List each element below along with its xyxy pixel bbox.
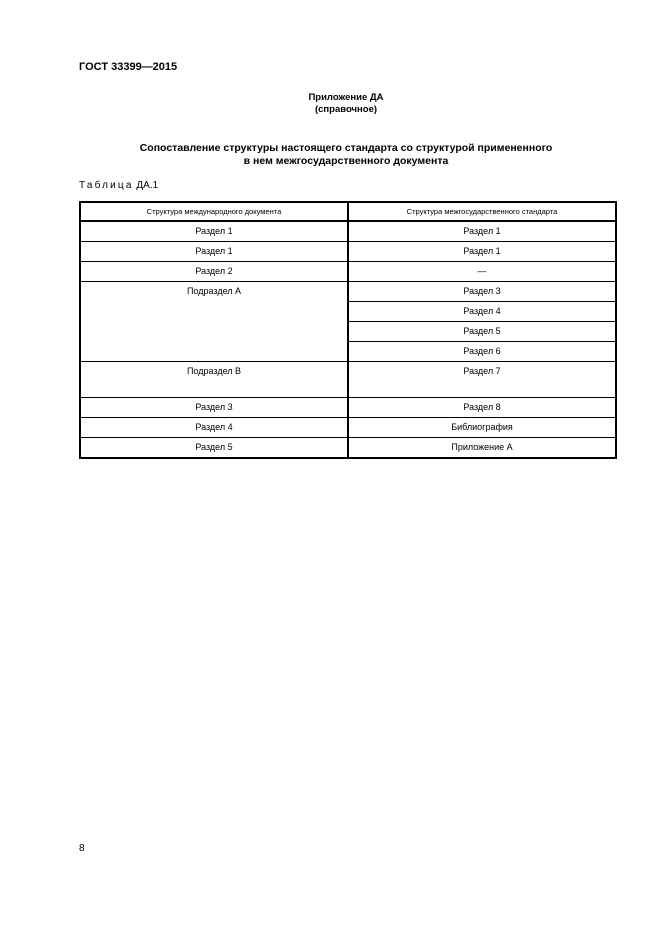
table-row [80,438,616,459]
annex-title: Приложение ДА [308,92,384,103]
annex-heading [0,92,661,116]
cell-interstate: Библиография [348,418,616,438]
document-code: ГОСТ 33399—2015 [79,61,178,73]
cell-interstate: Раздел 1 [348,242,616,262]
table-row [80,362,616,398]
comparison-table [79,201,617,459]
cell-international: Раздел 1 [80,221,348,242]
annex-type: (справочное) [314,104,378,115]
cell-international: Раздел 3 [80,398,348,418]
cell-interstate: Раздел 6 [348,342,616,362]
header-international: Структура международного документа [80,202,348,221]
cell-international: Раздел 2 [80,262,348,282]
table-row [80,282,616,302]
table-row [80,262,616,282]
cell-interstate: Раздел 5 [348,322,616,342]
table-header-row [80,202,616,221]
cell-interstate: Приложение А [348,438,616,459]
cell-interstate: Раздел 7 [348,362,616,398]
table-caption-word: Таблица [79,180,134,191]
cell-international: Подраздел В [80,362,348,398]
page-number: 8 [79,843,85,854]
cell-interstate: — [348,262,616,282]
table-row [80,398,616,418]
table-caption [79,180,158,191]
section-title [0,142,661,168]
section-title-line-2: в нем межгосударственного документа [243,155,449,167]
table-row [80,221,616,242]
cell-interstate: Раздел 3 [348,282,616,302]
table-row [80,418,616,438]
cell-international: Раздел 5 [80,438,348,459]
table-caption-id: ДА.1 [136,180,159,191]
table-row [80,242,616,262]
section-title-line-1: Сопоставление структуры настоящего стандарта со структурой примененного [139,142,553,154]
cell-interstate: Раздел 8 [348,398,616,418]
header-interstate: Структура межгосударственного стандарта [348,202,616,221]
cell-interstate: Раздел 1 [348,221,616,242]
cell-interstate: Раздел 4 [348,302,616,322]
cell-international: Раздел 1 [80,242,348,262]
cell-international: Раздел 4 [80,418,348,438]
cell-international: Подраздел А [80,282,348,362]
